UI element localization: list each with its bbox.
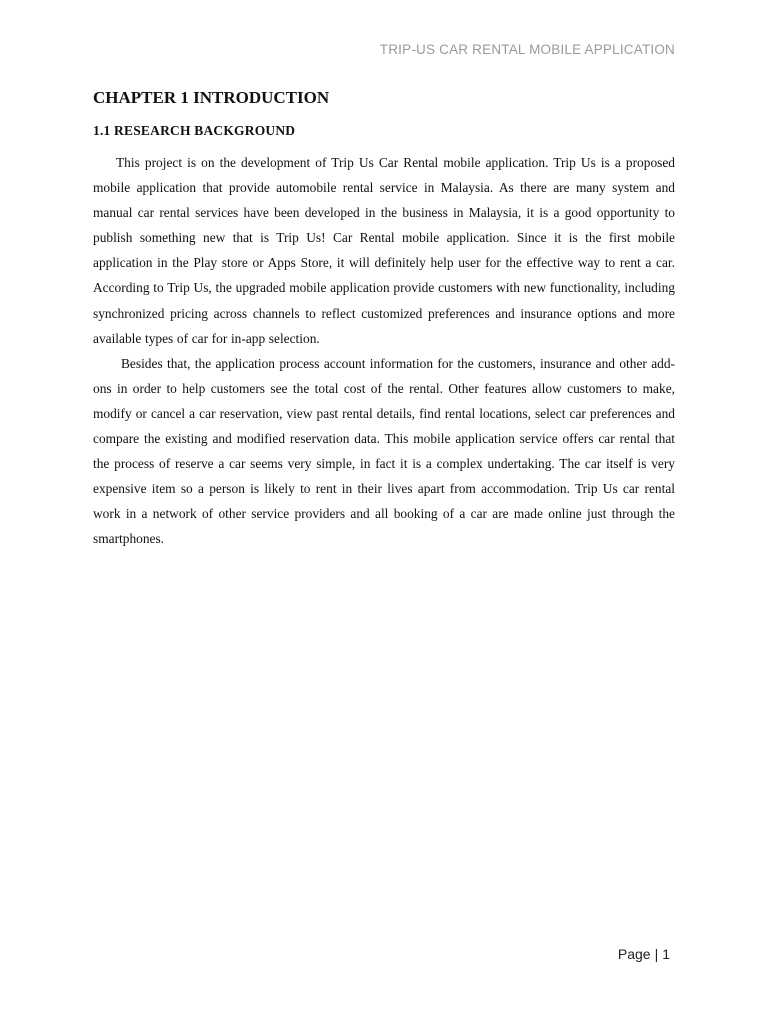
body-paragraph: This project is on the development of Trip Us Car Rental mobile application. Trip Us is a proposed mobile application that provide automobile rental service in Malaysia. As there are many system and manual car rental services have been developed in the business in Malaysia, it is a good opportunity to publish something new that is Trip Us! Car Rental mobile application. Since it is the first mobile application in the Play store or Apps Store, it will definitely help user for the effective way to rent a car. According to Trip Us, the upgraded mobile application provide customers with new functionality, including synchronized pricing across channels to reflect customized preferences and insurance options and more available types of car for in-app selection.: [93, 155, 675, 346]
page-number: 1: [662, 946, 670, 962]
section-title: 1.1 RESEARCH BACKGROUND: [93, 123, 296, 138]
chapter-title: CHAPTER 1 INTRODUCTION: [93, 88, 330, 107]
page-footer: [618, 946, 670, 962]
page-separator: |: [654, 946, 659, 962]
page-label: Page: [617, 946, 651, 962]
running-header: TRIP-US CAR RENTAL MOBILE APPLICATION: [379, 42, 675, 57]
body-paragraph: Besides that, the application process account information for the customers, insurance and other add-ons in order to help customers see the total cost of the rental. Other features allow customers to make, modify or cancel a car reservation, view past rental details, find rental locations, select car preferences and compare the existing and modified reservation data. This mobile application service offers car rental that the process of reserve a car seems very simple, in fact it is a complex undertaking. The car itself is very expensive item so a person is likely to rent in their lives apart from accommodation. Trip Us car rental work in a network of other service providers and all booking of a car are made online just through the smartphones.: [93, 355, 675, 547]
document-body: [93, 86, 675, 552]
